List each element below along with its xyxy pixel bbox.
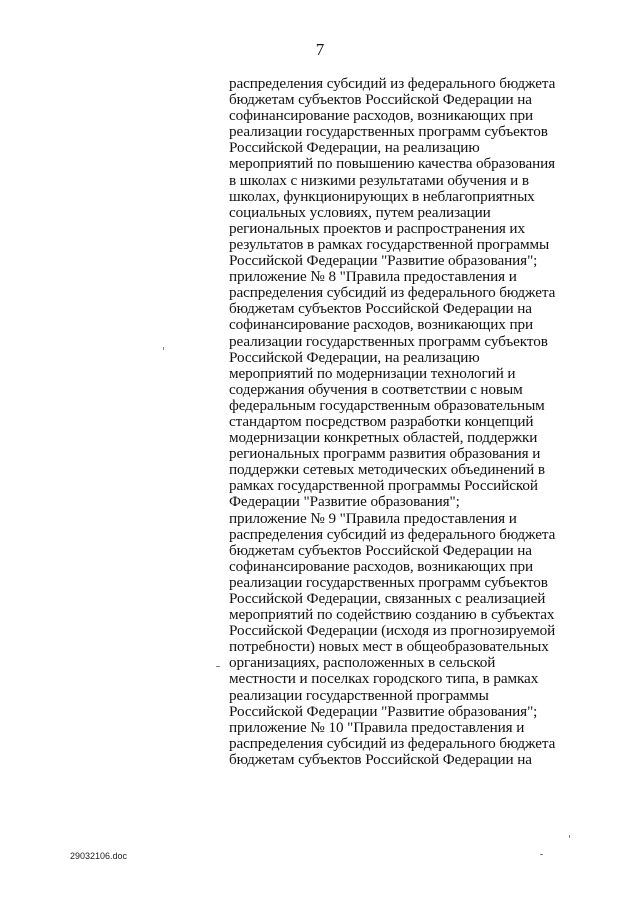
scan-speck <box>216 666 220 667</box>
text-line: социальных условиях, путем реализации <box>229 203 491 221</box>
text-line: потребности) новых мест в общеобразовательных <box>229 638 549 656</box>
text-line: региональных программ развития образования и <box>229 445 541 463</box>
text-line: федеральным государственным образовательным <box>229 396 545 414</box>
text-line: поддержки сетевых методических объединений в <box>229 461 545 479</box>
text-line: приложение № 9 "Правила предоставления и <box>229 509 517 527</box>
text-line: распределения субсидий из федерального бюджета <box>229 284 556 302</box>
text-line: реализации государственных программ субъектов <box>229 573 548 591</box>
scan-speck <box>569 835 570 838</box>
document-body <box>229 76 569 768</box>
text-line: бюджетам субъектов Российской Федерации на <box>229 750 532 768</box>
text-line: Российской Федерации, на реализацию <box>229 348 480 366</box>
text-line: бюджетам субъектов Российской Федерации на <box>229 300 532 318</box>
page-number: 7 <box>315 40 325 59</box>
text-line: Российской Федерации (исходя из прогнозируемой <box>229 622 556 640</box>
text-line: распределения субсидий из федерального бюджета <box>229 734 556 752</box>
text-line: софинансирование расходов, возникающих при <box>229 316 534 334</box>
scan-speck <box>540 854 543 855</box>
text-line: бюджетам субъектов Российской Федерации на <box>229 91 532 109</box>
text-line: местности и поселках городского типа, в рамках <box>229 670 539 688</box>
text-line: результатов в рамках государственной программы <box>229 235 550 253</box>
text-line: школах, функционирующих в неблагоприятных <box>229 187 535 205</box>
text-line: приложение № 8 "Правила предоставления и <box>229 268 517 286</box>
text-line: реализации государственных программ субъектов <box>229 123 548 141</box>
text-line: Российской Федерации, на реализацию <box>229 139 480 157</box>
text-line: Федерации "Развитие образования"; <box>229 493 460 511</box>
text-line: организациях, расположенных в сельской <box>229 654 496 672</box>
text-line: рамках государственной программы Российской <box>229 477 538 495</box>
text-line: региональных проектов и распространения их <box>229 219 525 237</box>
text-line: Российской Федерации "Развитие образования"; <box>229 702 538 720</box>
text-line: софинансирование расходов, возникающих при <box>229 557 534 575</box>
text-line: Российской Федерации, связанных с реализацией <box>229 590 546 607</box>
text-line: приложение № 10 "Правила предоставления и <box>229 718 525 736</box>
text-line: распределения субсидий из федерального бюджета <box>229 75 556 92</box>
text-line: софинансирование расходов, возникающих при <box>229 107 534 125</box>
text-line: модернизации конкретных областей, поддержки <box>229 429 538 447</box>
scan-speck <box>163 347 164 350</box>
text-line: реализации государственной программы <box>229 686 489 704</box>
text-line: мероприятий по содействию созданию в субъектах <box>229 606 555 624</box>
text-line: содержания обучения в соответствии с новым <box>229 380 523 398</box>
footer-filename: 29032106.doc <box>70 851 128 861</box>
text-line: в школах с низкими результатами обучения и в <box>229 171 529 189</box>
text-line: распределения субсидий из федерального бюджета <box>229 525 556 543</box>
text-line: Российской Федерации "Развитие образования"; <box>229 252 538 270</box>
text-line: мероприятий по повышению качества образования <box>229 155 556 173</box>
text-line: стандартом посредством разработки концепций <box>229 412 534 430</box>
text-line: мероприятий по модернизации технологий и <box>229 364 516 382</box>
text-line: бюджетам субъектов Российской Федерации на <box>229 541 532 559</box>
text-line: реализации государственных программ субъектов <box>229 332 548 350</box>
